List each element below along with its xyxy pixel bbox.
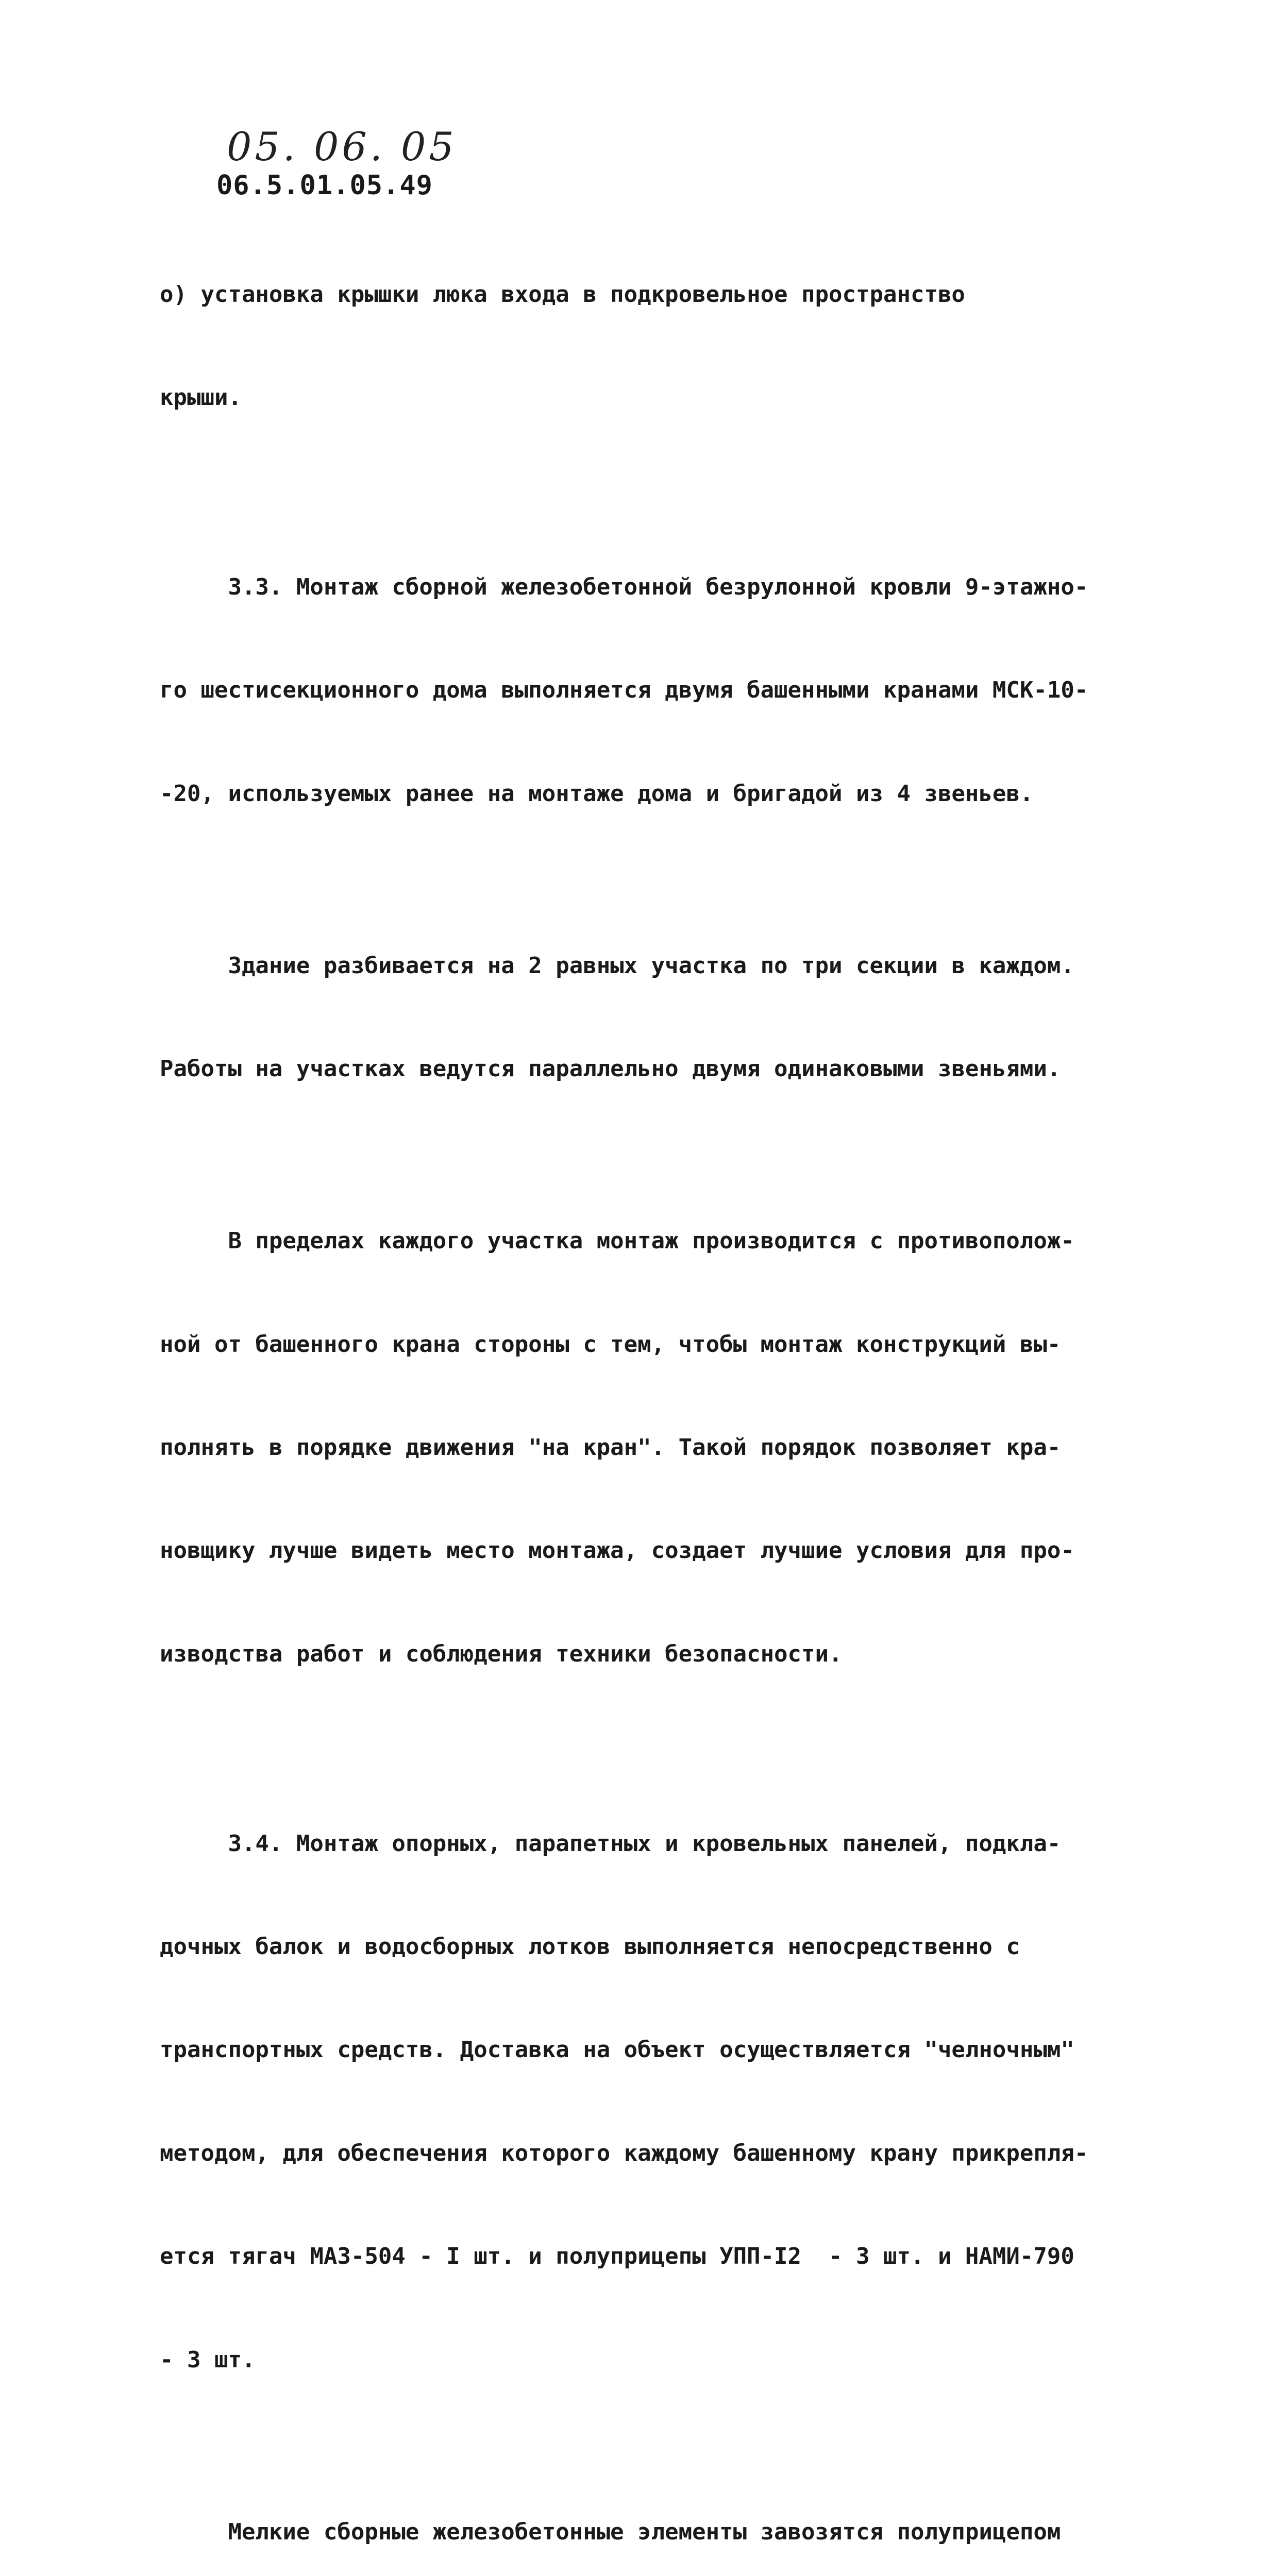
paragraph-o (160, 209, 1149, 484)
paragraph-3-3-b (160, 880, 1149, 1155)
text-line: - 3 шт. (160, 2346, 256, 2373)
text-line: ется тягач МАЗ-504 - I шт. и полуприцепы УПП-I2 - 3 шт. и НАМИ-790 (160, 2243, 1074, 2270)
text-line: методом, для обеспечения которого каждому башенному крану прикрепля- (160, 2140, 1088, 2166)
paragraph-3-4-b (160, 2446, 1149, 2576)
text-line: крыши. (160, 384, 242, 411)
text-line: В пределах каждого участка монтаж производится с противополож- (160, 1228, 1074, 1255)
text-line: полнять в порядке движения "на кран". Такой порядок позволяет кра- (160, 1434, 1061, 1461)
text-line: изводства работ и соблюдения техники безопасности. (160, 1640, 843, 1667)
text-line: транспортных средств. Доставка на объект осуществляется "челночным" (160, 2037, 1074, 2063)
document-body (160, 209, 1149, 2576)
text-line: го шестисекционного дома выполняется двумя башенными кранами МСК-10- (160, 677, 1088, 704)
text-line: Работы на участках ведутся параллельно двумя одинаковыми звеньями. (160, 1056, 1061, 1082)
typed-document-code: 06.5.01.05.49 (216, 170, 433, 201)
text-line: ной от башенного крана стороны с тем, чтобы монтаж конструкций вы- (160, 1331, 1061, 1358)
text-line: 3.3. Монтаж сборной железобетонной безрулонной кровли 9-этажно- (160, 573, 1088, 600)
text-line: Мелкие сборные железобетонные элементы завозятся полуприцепом (160, 2518, 1061, 2545)
paragraph-3-4 (160, 1758, 1149, 2446)
paragraph-3-3 (160, 501, 1149, 880)
paragraph-3-3-c (160, 1156, 1149, 1741)
text-line: дочных балок и водосборных лотков выполняется непосредственно с (160, 1934, 1020, 1960)
text-line: новщику лучше видеть место монтажа, создает лучшие условия для про- (160, 1537, 1074, 1564)
text-line: о) установка крышки люка входа в подкровельное пространство (160, 281, 965, 308)
text-line: Здание разбивается на 2 равных участка по три секции в каждом. (160, 952, 1074, 979)
handwritten-document-code: 05. 06. 05 (227, 124, 457, 170)
text-line: -20, используемых ранее на монтаже дома и бригадой из 4 звеньев. (160, 780, 1034, 807)
text-line: 3.4. Монтаж опорных, парапетных и кровельных панелей, подкла- (160, 1830, 1061, 1857)
